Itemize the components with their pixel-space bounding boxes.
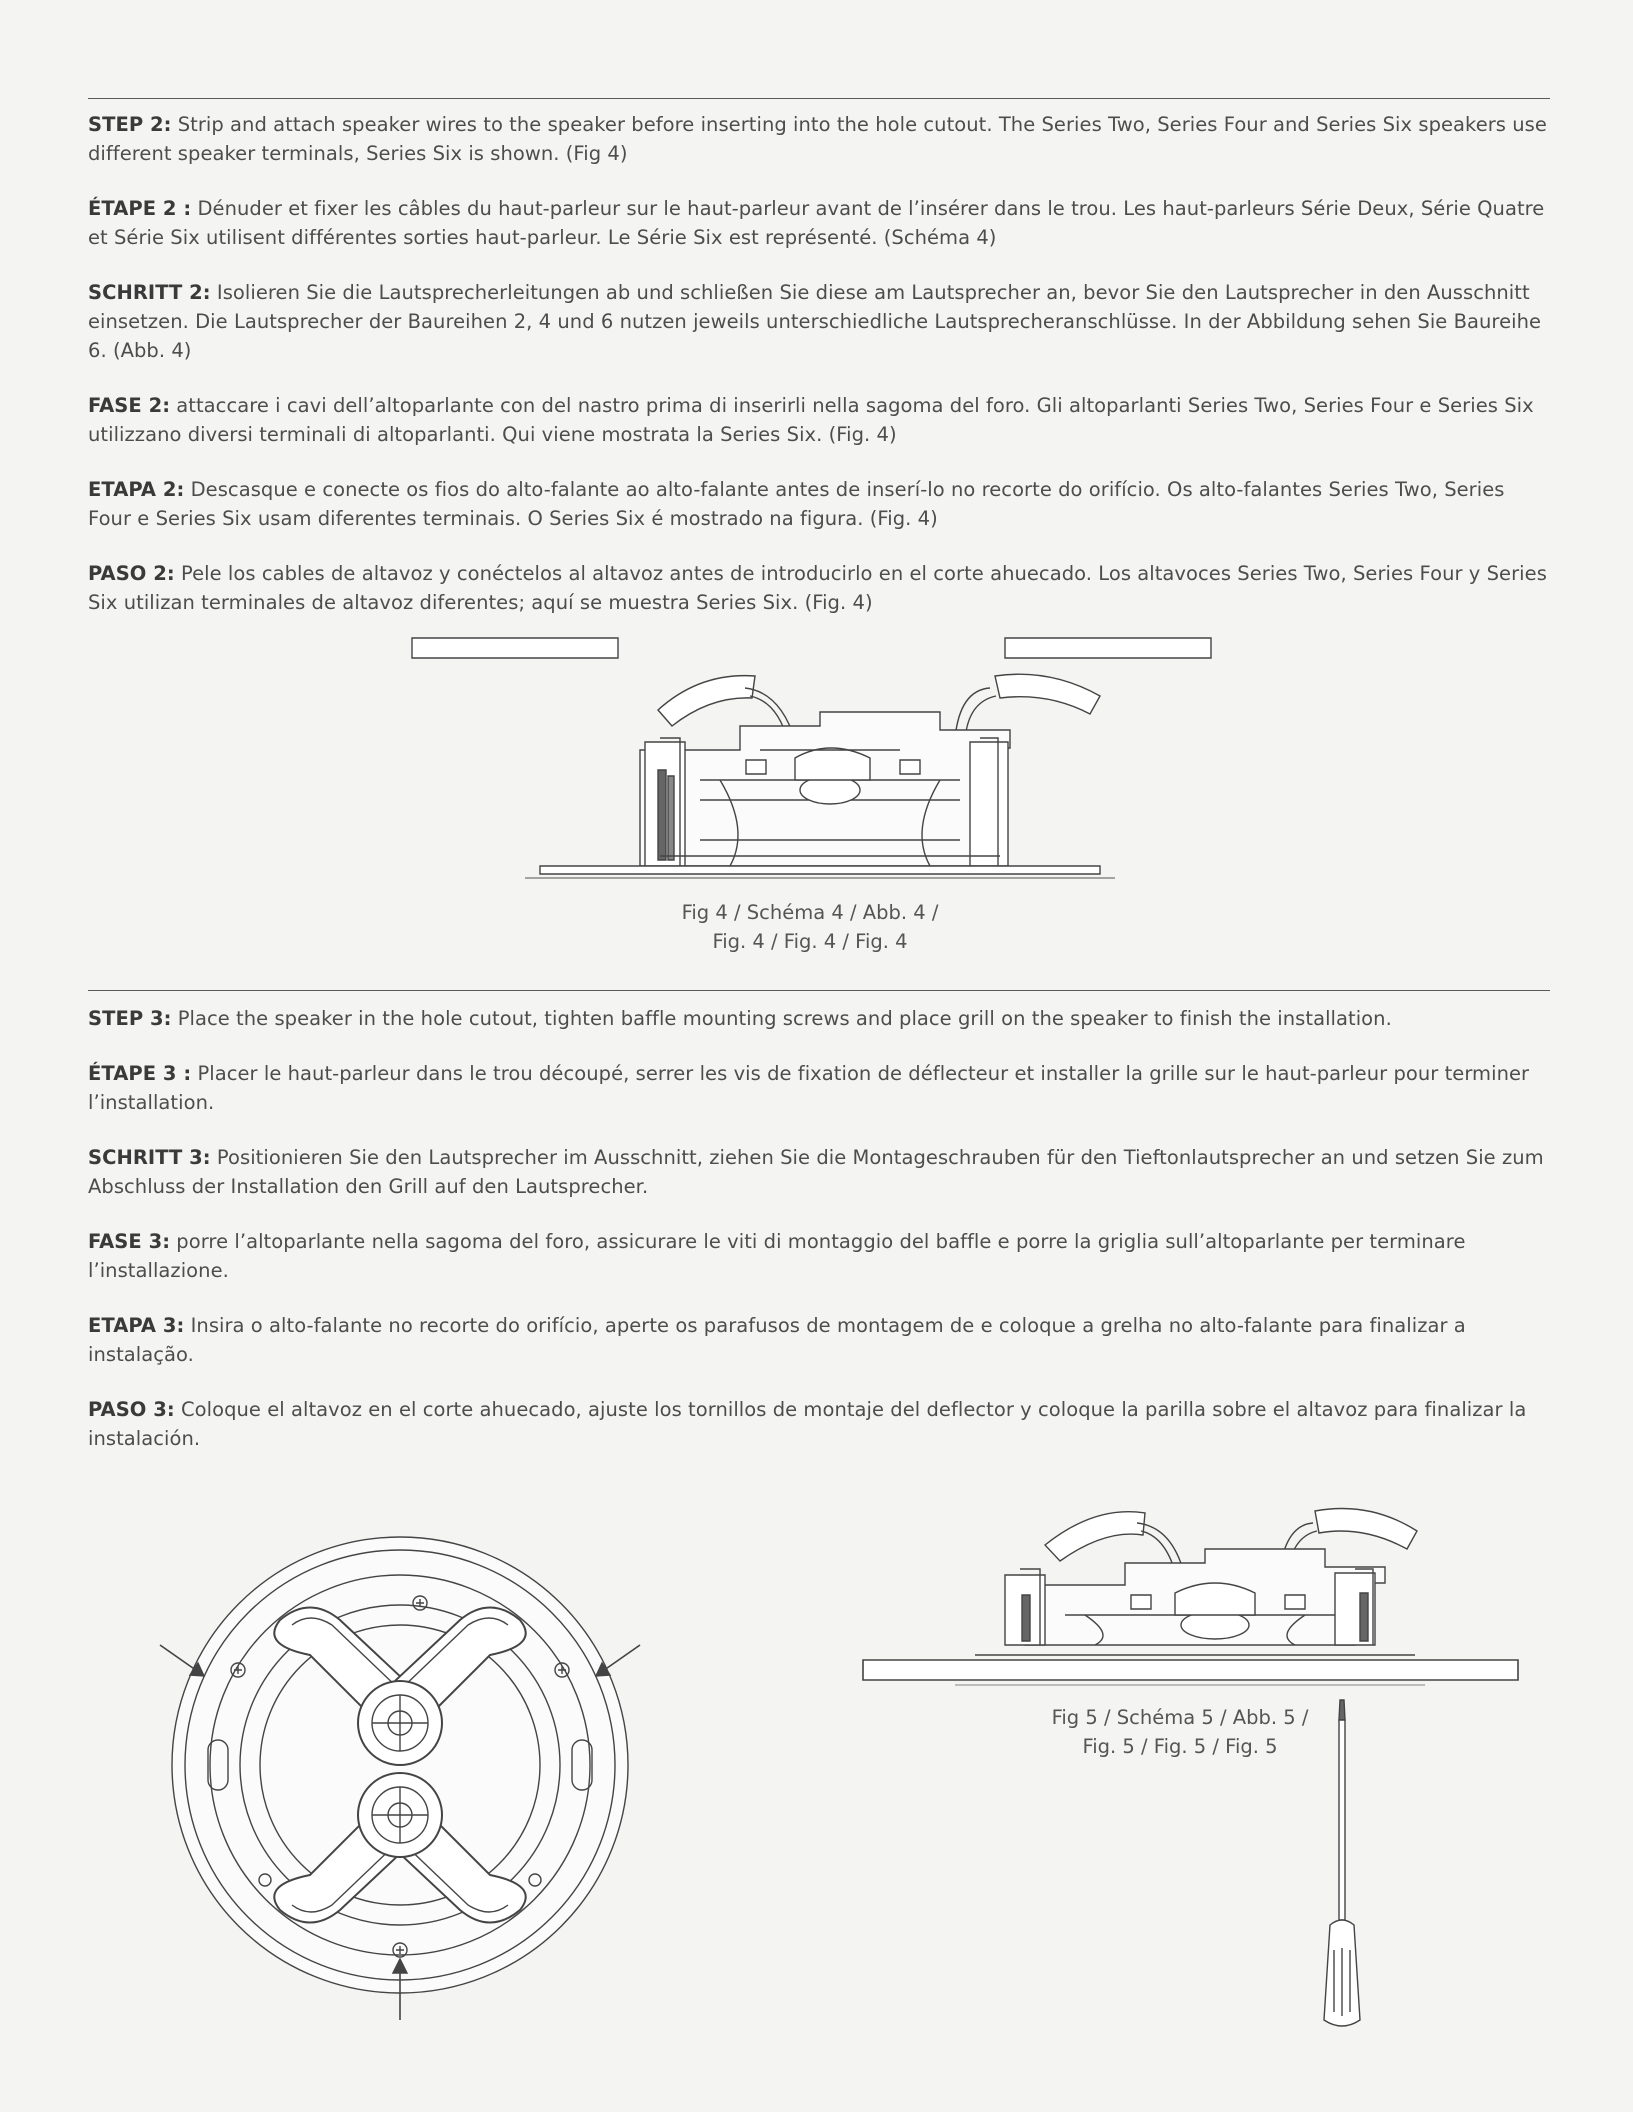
step-label: ETAPA 2: bbox=[88, 478, 185, 501]
step-label: STEP 2: bbox=[88, 113, 172, 136]
step-label: FASE 2: bbox=[88, 394, 171, 417]
step-label: SCHRITT 2: bbox=[88, 281, 211, 304]
fig5-caption-line1: Fig 5 / Schéma 5 / Abb. 5 / bbox=[1051, 1706, 1309, 1729]
step-text: Placer le haut-parleur dans le trou découpé, serrer les vis de fixation de déflecteur et installer la grille sur le haut-parleur pour terminer l’installation. bbox=[88, 1062, 1530, 1114]
fig4-caption-line2: Fig. 4 / Fig. 4 / Fig. 4 bbox=[712, 930, 908, 953]
step3-en bbox=[88, 1004, 1550, 1033]
fig5-caption-line2: Fig. 5 / Fig. 5 / Fig. 5 bbox=[1082, 1735, 1278, 1758]
step2-es bbox=[88, 559, 1550, 617]
screwdriver-icon bbox=[1312, 1700, 1372, 2030]
step-label: ÉTAPE 2 : bbox=[88, 197, 192, 220]
step2-section bbox=[88, 110, 1550, 643]
step-label: PASO 2: bbox=[88, 562, 175, 585]
fig5-speaker-front-illustration bbox=[160, 1525, 640, 2045]
step-text: attaccare i cavi dell’altoparlante con del nastro prima di inserirli nella sagoma del foro. Gli altoparlanti Series Two, Series Four e Series Six utilizzano diversi terminali di altoparlanti. Qui viene mostrata la Series Six. (Fig. 4) bbox=[88, 394, 1534, 446]
step2-fr bbox=[88, 194, 1550, 252]
step3-pt bbox=[88, 1311, 1550, 1369]
step-text: Insira o alto-falante no recorte do orifício, aperte os parafusos de montagem de e coloque a grelha no alto-falante para finalizar a instalação. bbox=[88, 1314, 1466, 1366]
step3-de bbox=[88, 1143, 1550, 1201]
step2-de bbox=[88, 278, 1550, 365]
step-text: Isolieren Sie die Lautsprecherleitungen ab und schließen Sie diese am Lautsprecher an, bevor Sie den Lautsprecher in den Ausschnitt einsetzen. Die Lautsprecher der Baureihen 2, 4 und 6 nutzen jeweils unterschiedliche Lautsprecheranschlüsse. In der Abbildung sehen Sie Baureihe 6. (Abb. 4) bbox=[88, 281, 1542, 362]
step-label: FASE 3: bbox=[88, 1230, 171, 1253]
fig4-caption bbox=[560, 898, 1060, 956]
step3-es bbox=[88, 1395, 1550, 1453]
step-text: Descasque e conecte os fios do alto-falante ao alto-falante antes de inserí-lo no recorte do orifício. Os alto-falantes Series Two, Series Four e Series Six usam diferentes terminais. O Series Six é mostrado na figura. (Fig. 4) bbox=[88, 478, 1505, 530]
step-text: Strip and attach speaker wires to the speaker before inserting into the hole cutout. The Series Two, Series Four and Series Six speakers use different speaker terminals, Series Six is shown. (Fig 4) bbox=[88, 113, 1547, 165]
step-label: PASO 3: bbox=[88, 1398, 175, 1421]
step2-divider bbox=[88, 98, 1550, 99]
step3-divider bbox=[88, 990, 1550, 991]
step-label: STEP 3: bbox=[88, 1007, 172, 1030]
step-text: Positionieren Sie den Lautsprecher im Ausschnitt, ziehen Sie die Montageschrauben für den Tieftonlautsprecher an und setzen Sie zum Abschluss der Installation den Grill auf den Lautsprecher. bbox=[88, 1146, 1544, 1198]
step-label: ÉTAPE 3 : bbox=[88, 1062, 192, 1085]
step-label: ETAPA 3: bbox=[88, 1314, 185, 1337]
step-label: SCHRITT 3: bbox=[88, 1146, 211, 1169]
step-text: Coloque el altavoz en el corte ahuecado, ajuste los tornillos de montaje del deflector y coloque la parilla sobre el altavoz para finalizar la instalación. bbox=[88, 1398, 1527, 1450]
step-text: porre l’altoparlante nella sagoma del foro, assicurare le viti di montaggio del baffle e porre la griglia sull’altoparlante per terminare l’installazione. bbox=[88, 1230, 1466, 1282]
fig5-speaker-installed-illustration bbox=[855, 1465, 1525, 1695]
step3-it bbox=[88, 1227, 1550, 1285]
step-text: Place the speaker in the hole cutout, tighten baffle mounting screws and place grill on the speaker to finish the installation. bbox=[171, 1007, 1392, 1030]
step3-section bbox=[88, 1004, 1550, 1479]
step3-fr bbox=[88, 1059, 1550, 1117]
fig4-caption-line1: Fig 4 / Schéma 4 / Abb. 4 / bbox=[681, 901, 939, 924]
step-text: Pele los cables de altavoz y conéctelos al altavoz antes de introducirlo en el corte ahuecado. Los altavoces Series Two, Series Four y Series Six utilizan terminales de altavoz diferentes; aquí se muestra Series Six. (Fig. 4) bbox=[88, 562, 1547, 614]
step2-it bbox=[88, 391, 1550, 449]
fig4-speaker-side-illustration bbox=[400, 630, 1240, 892]
step2-pt bbox=[88, 475, 1550, 533]
step2-en bbox=[88, 110, 1550, 168]
step-text: Dénuder et fixer les câbles du haut-parleur sur le haut-parleur avant de l’insérer dans le trou. Les haut-parleurs Série Deux, Série Quatre et Série Six utilisent différentes sorties haut-parleur. Le Série Six est représenté. (Schéma 4) bbox=[88, 197, 1545, 249]
